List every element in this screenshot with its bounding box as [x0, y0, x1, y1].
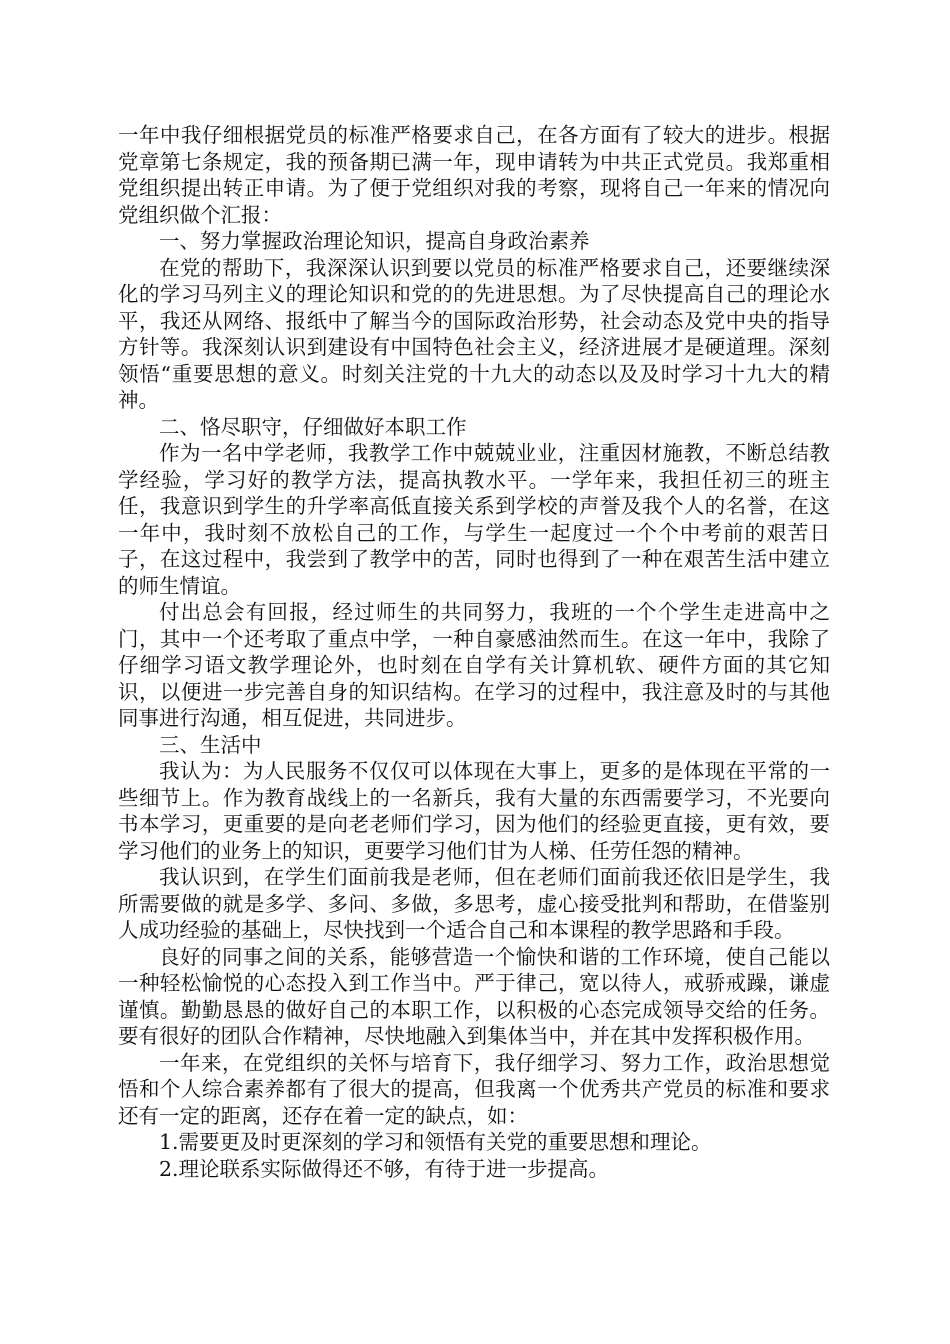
paragraph-summary: 一年来，在党组织的关怀与培育下，我仔细学习、努力工作，政治思想觉悟和个人综合素养都有了很大的提高，但我离一个优秀共产党员的标准和要求还有一定的距离，还存在着一定的缺点，如：	[118, 1050, 830, 1128]
heading-section-2: 二、恪尽职守，仔细做好本职工作	[159, 414, 467, 439]
paragraph-section-3-body-1: 我认为：为人民服务不仅仅可以体现在大事上，更多的是体现在平常的一些细节上。作为教育战线上的一名新兵，我有大量的东西需要学习，不光要向书本学习，更重要的是向老老师们学习，因为他们的经验更直接，更有效，要学习他们的业务上的知识，更要学习他们甘为人梯、任劳任怨的精神。	[118, 759, 830, 863]
paragraph-section-1-body: 在党的帮助下，我深深认识到要以党员的标准严格要求自己，还要继续深化的学习马列主义的理论知识和党的的先进思想。为了尽快提高自己的理论水平，我还从网络、报纸中了解当今的国际政治形势，社会动态及党中央的指导方针等。我深刻认识到建设有中国特色社会主义，经济进展才是硬道理。深刻领悟“重要思想的意义。时刻关注党的十九大的动态以及及时学习十九大的精神。	[118, 255, 830, 412]
paragraph-section-2-body-2: 付出总会有回报，经过师生的共同努力，我班的一个个学生走进高中之门，其中一个还考取了重点中学，一种自豪感油然而生。在这一年中，我除了仔细学习语文教学理论外，也时刻在自学有关计算机软、硬件方面的其它知识，以便进一步完善自身的知识结构。在学习的过程中，我注意及时的与其他同事进行沟通，相互促进，共同进步。	[118, 600, 830, 730]
paragraph-intro: 一年中我仔细根据党员的标准严格要求自己，在各方面有了较大的进步。根据党章第七条规定，我的预备期已满一年，现申请转为中共正式党员。我郑重相党组织提出转正申请。为了便于党组织对我的考察，现将自己一年来的情况向党组织做个汇报：	[118, 123, 830, 227]
paragraph-section-2-body-1: 作为一名中学老师，我教学工作中兢兢业业，注重因材施教，不断总结教学经验，学习好的教学方法，提高执教水平。一学年来，我担任初三的班主任，我意识到学生的升学率高低直接关系到学校的声誉及我个人的名誉，在这一年中，我时刻不放松自己的工作，与学生一起度过一个个中考前的艰苦日子，在这过程中，我尝到了教学中的苦，同时也得到了一种在艰苦生活中建立的师生情谊。	[118, 441, 830, 598]
list-item-1: 1.需要更及时更深刻的学习和领悟有关党的重要思想和理论。	[159, 1130, 712, 1154]
paragraph-section-3-body-2: 我认识到，在学生们面前我是老师，但在老师们面前我还依旧是学生，我所需要做的就是多学、多问、多做，多思考，虚心接受批判和帮助，在借鉴别人成功经验的基础上，尽快找到一个适合自己和本课程的教学思路和手段。	[118, 865, 830, 942]
list-item-2: 2.理论联系实际做得还不够，有待于进一步提高。	[159, 1156, 610, 1181]
document-body	[118, 122, 830, 1182]
paragraph-section-3-body-3: 良好的同事之间的关系，能够营造一个愉快和谐的工作环境，使自己能以一种轻松愉悦的心态投入到工作当中。严于律己，宽以待人，戒骄戒躁，谦虚谨慎。勤勤恳恳的做好自己的本职工作，以积极的心态完成领导交给的任务。要有很好的团队合作精神，尽快地融入到集体当中，并在其中发挥积极作用。	[118, 944, 830, 1048]
heading-section-1: 一、努力掌握政治理论知识，提高自身政治素养	[159, 229, 590, 253]
heading-section-3: 三、生活中	[159, 732, 262, 757]
